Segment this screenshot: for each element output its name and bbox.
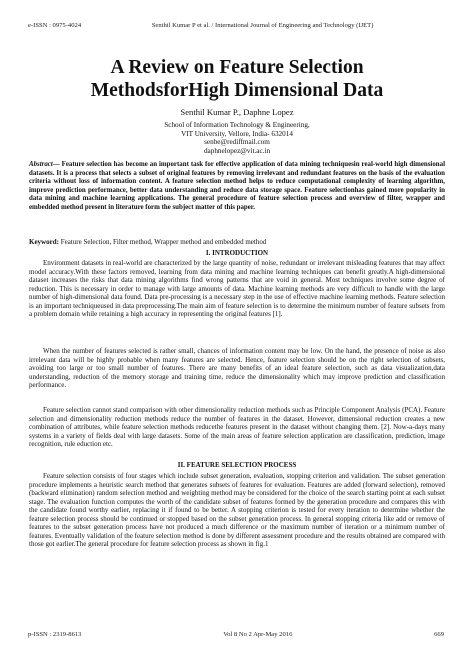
footer-pissn: p-ISSN : 2319-8613	[28, 631, 82, 638]
author-names: Senthil Kumar P., Daphne Lopez	[180, 107, 294, 117]
author-email-2: daphnelopez@vit.ac.in	[203, 146, 271, 155]
header-eissn: e-ISSN : 0975-4024	[28, 22, 82, 29]
author-affiliation	[0, 121, 474, 155]
intro-paragraph-1: Environment datasets in real-world are characterized by the large quantity of noise, redundant or irrelevant misleading features that may affect model accuracy.With these factors removed, learning from data mining and machine learning techniques can benefit greatly.A high-dimensional dataset increases the risks that data mining algorithms find wrong patterns that are void in general. Most techniques involve some degree of reduction. This is necessary in order to manage with large amounts of data. Machine learning methods are very difficult to handle with the large number of high-dimensional data found. Data pre-processing is a necessary step in the use of effective machine learning methods. Feature selection is an important techniqueused in data preprocessing.The main aim of feature selection is to determine the minimum number of feature subsets from a problem domain while retaining a high accuracy in representing the original features [1].	[29, 259, 445, 319]
affiliation-line-2: VIT University, Vellore, India- 632014	[181, 129, 293, 138]
intro-paragraph-3: Feature selection cannot stand comparison with other dimensionality reduction methods such as Principle Component Analysis (PCA). Feature selection and dimensionality reduction methods reduce the number of features in the dataset. However, dimensional reduction creates a new combination of attributes, while feature selection methods reducethe features present in the dataset without changing them. [2]. Now-a-days many systems in a variety of fields deal with large datasets. Some of the main areas of feature selection application are classification, prediction, image recognition, rule eduction etc.	[29, 406, 445, 449]
paper-title	[0, 56, 474, 102]
footer-volume: Vol 8 No 2 Apr-May 2016	[223, 631, 293, 638]
affiliation-line-1: School of Information Technology & Engineering,	[164, 121, 310, 129]
keywords-label: Keyword:	[29, 238, 59, 246]
abstract-label: Abstract	[29, 161, 53, 168]
header-citation: Senthil Kumar P et al. / International Journal of Engineering and Technology (IJET)	[151, 22, 374, 29]
abstract	[29, 161, 445, 212]
title-line-1: A Review on Feature Selection	[110, 57, 364, 78]
intro-paragraph-2: When the number of features selected is rather small, chances of information content may be low. On the hand, the presence of noise as also irrelevant data will be highly probable when many features are selected. Hence, feature selection should be on the right selection of subsets, avoiding too large or too small number of features. There are many benefits of an ideal feature selection, such as data visualization,data understanding, reduction of the memory storage and training time, reduce the dimensionality which may improve prediction and classification performance.	[29, 347, 445, 390]
abstract-text: — Feature selection has become an important task for effective application of data mining techniquesin real-world high dimensional datasets. It is a process that selects a subset of original features by removing irrelevant and redundant features on the basis of the evaluation criteria without loss of information content. A feature selection method helps to reduce computational complexity of learning algorithm, improve prediction performance, better data understanding and reduce data storage space. Feature selectionhas gained more popularity in data mining and machine learning applications. The general procedure of feature selection process and overview of filter, wrapper and embedded method present in literature form the subject matter of this paper.	[29, 161, 445, 211]
keywords	[29, 238, 445, 247]
section-heading-introduction: I. INTRODUCTION	[205, 249, 269, 257]
author-email-1: senbe@rediffmail.com	[204, 138, 270, 147]
title-line-2: MethodsforHigh Dimensional Data	[90, 80, 384, 101]
process-paragraph-1: Feature selection consists of four stages which include subset generation, evaluation, stopping criterion and validation. The subset generation procedure implements a heuristic search method that generates subsets of features for evaluation. Features are added (forward selection), removed (backward elimination) random selection method and weighting method may be considered for the choice of the search starting point at each subset stage. The evaluation function computes the worth of the candidate subset of features formed by the generation procedure and compares this with the candidate found worthy earlier, replacing it if found to be better. A stopping criterion is tested for every iteration to determine whether the feature selection process should be continued or stopped based on the subset generation process. In general stopping criteria like add or remove of features to the subset generation process have not produced a much difference or the maximum number of iteration or a minimum number of features. Eventually validation of the feature selection method is done by different assessment procedure and the results obtained are compared with those got earlier.The general procedure for feature selection process as shown in fig.1	[29, 472, 445, 549]
section-heading-feature-selection-process: II. FEATURE SELECTION PROCESS	[177, 461, 297, 469]
footer-page-number: 669	[434, 631, 444, 638]
keywords-text: Feature Selection, Filter method, Wrapper method and embedded method	[58, 238, 267, 246]
running-footer	[28, 631, 444, 638]
running-header	[28, 22, 444, 29]
